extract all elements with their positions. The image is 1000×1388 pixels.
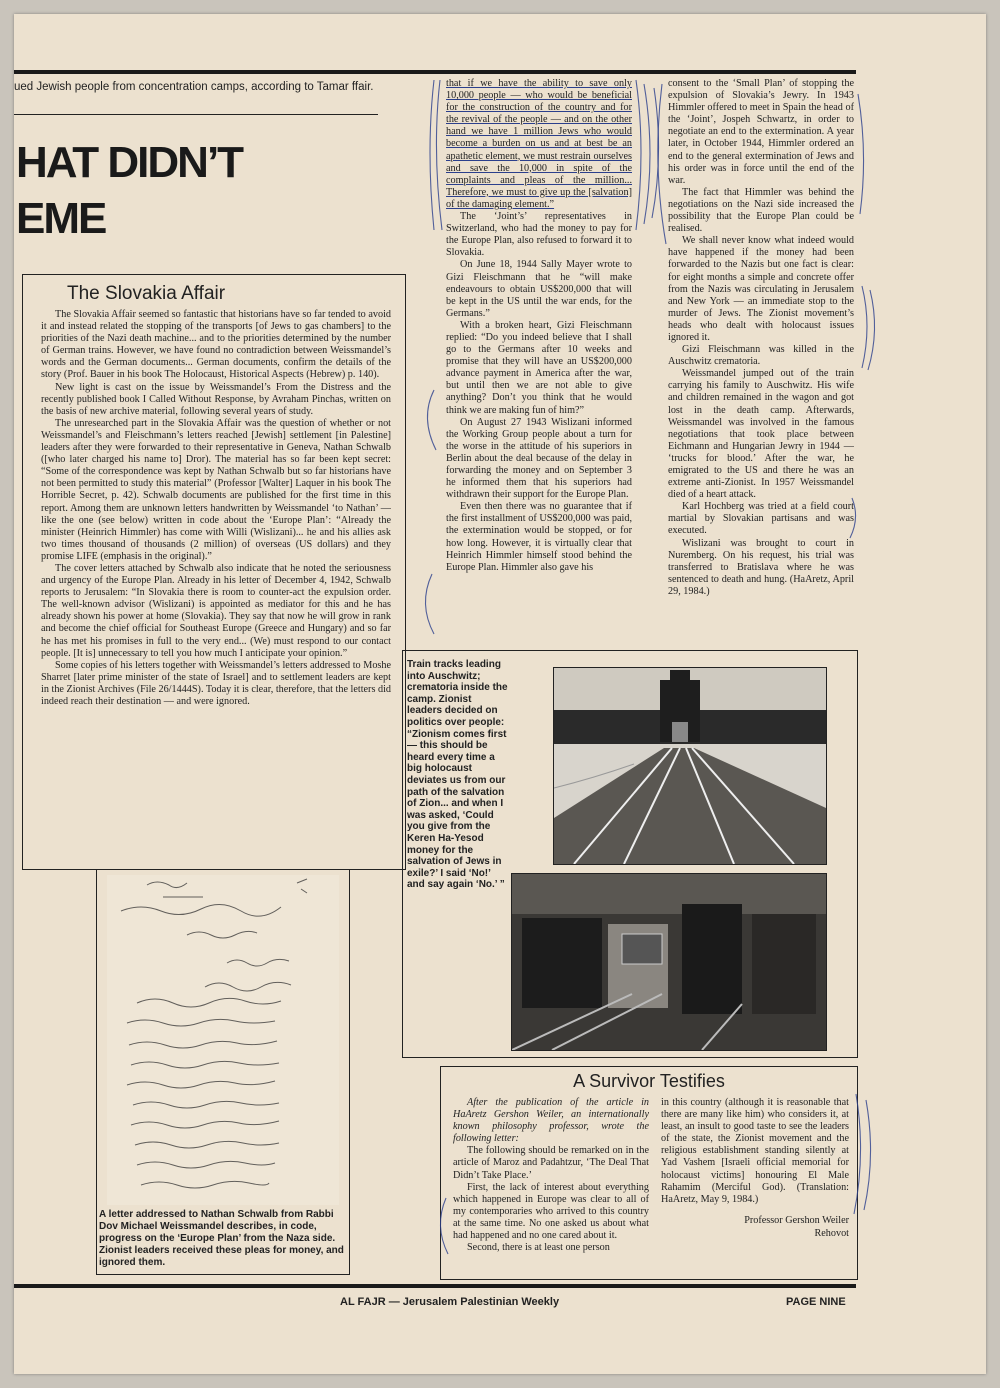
slovakia-affair-box <box>22 274 406 870</box>
article-column-2 <box>446 78 632 574</box>
survivor-para: The following should be remarked on in the article of Maroz and Padahtzur, ‘The Deal That Didn’t Take Place.’ <box>453 1145 649 1181</box>
slovakia-body <box>41 309 391 708</box>
headline-line-2: EME <box>16 194 106 243</box>
handwritten-letter-image <box>107 875 339 1205</box>
survivor-intro: After the publication of the article in HaAretz Gershon Weiler, an internationally known philosophy professor, wrote the following letter: <box>453 1097 649 1145</box>
survivor-para: in this country (although it is reasonable that there are many like him) who considers it, at least, an insult to good taste to see the leaders of the state, the Zionist movement and the religious establishment standing silently at Yad Vashem [Israeli official memorial for holocaust victims] honouring El Male Rahamim (Merciful God). (Translation: HaAretz, May 9, 1984.) <box>661 1097 849 1205</box>
col2-para: On June 18, 1944 Sally Mayer wrote to Gizi Fleischmann that he “will make endeavours to obtain US$200,000 that will be kept in the US until the war ends, for the Germans.” <box>446 259 632 319</box>
photo-caption-text: Train tracks leading into Auschwitz; crematoria inside the camp. Zionist leaders decided on politics over people: “Zionism comes first — this should be heard every time a big holocaust deviates us from our path of the salvation of Zion... and when I was asked, ‘Could you give from the Keren Ha-Yesod money for the salvation of Jews in exile?’ I said ‘No!’ and say again ‘No.’ ” <box>407 659 508 891</box>
slovakia-para: Some copies of his letters together with Weissmandel’s letters addressed to Moshe Sharret [later prime minister of the state of Israel] and to settlement leaders are kept in the Zionist Archives (File 26/1444S). Today it is clear, therefore, that the letters did indeed reach their destination — and were ignored. <box>41 659 391 707</box>
headline-line-1: HAT DIDN’T <box>16 138 243 187</box>
col3-para: Karl Hochberg was tried at a field court martial by Slovakian partisans and was executed. <box>668 501 854 537</box>
col3-para: We shall never know what indeed would have happened if the money had been forwarded to the Nazis but one fact is clear: for eight months a simple and concrete offer from the Nazis was circulating in Jerusalem and New York — an immediate stop to the murder of Jews. The Zionist movement’s heads who dealt with holocaust issues ignored it. <box>668 235 854 343</box>
slovakia-para: The Slovakia Affair seemed so fantastic that historians have so far tended to avoid it and instead related the stopping of the transports [of Jews to gas chambers] to the priorities of the Nazi death machine... and to the priorities determined by the number of German trains. However, we have found no contradiction between Weissmandel’s words and the German documents... German documents, confirm the details of the story (Prof. Bauer in his book The Holocaust, Historical Aspects (Hebrew) p. 140). <box>41 309 391 381</box>
photo-crematoria <box>511 873 827 1051</box>
col3-para: The fact that Himmler was behind the negotiations on the Nazi side increased the possibility that the Europe Plan could be realised. <box>668 186 854 235</box>
top-caption: ued Jewish people from concentration camps, according to Tamar ffair. <box>14 81 374 93</box>
photo-caption <box>407 659 509 891</box>
col3-para: Weissmandel jumped out of the train carrying his family to Auschwitz. His wife and children remained in the wagon and got lost in the death camp. Afterwards, Weissmandel was involved in the famous negotiations that took place between Eichmann and Hungarian Jewry in 1944 — ‘trucks for blood.’ After the war, he emigrated to the US and there he was an extreme anti-Zionist. In 1957 Weissmandel died of a heart attack. <box>668 368 854 501</box>
survivor-testifies-box <box>440 1066 858 1280</box>
bottom-rule <box>14 1284 856 1288</box>
slovakia-title: The Slovakia Affair <box>67 283 226 304</box>
handwritten-letter-box <box>96 869 350 1275</box>
col2-para: The ‘Joint’s’ representatives in Switzerland, who had the money to pay for the Europe Plan, also refused to forward it to Slovakia. <box>446 211 632 259</box>
slovakia-para: The unresearched part in the Slovakia Affair was the question of whether or not Weissmandel’s and Fleischmann’s letters reached [Jewish] settlement [in Palestine] leaders after they were forwarded to their representative in Geneva, Nathan Schwalb ([who later charged his name to] Dror). The material has so far been kept secret: “Some of the correspondence was kept by Nathan Schwalb but so far historians have not been permitted to study this material” (Professor [Walter] Laquer in his book The Horrible Secret, p. 42). Schwalb documents are published for the first time in this report. Among them are unknown letters handwritten by Weissmandel ‘to Nathan’ — like the one (see below) written in code about the ‘Europe Plan’: “Already the minister (Heinrich Himmler) has come with Willi (Wislizani)... he and his allies ask two times thousand of thousands (2 million) of overseas (US dollars) and they promise LIFE (emphasis in the original).” <box>41 417 391 562</box>
footer-publication: AL FAJR — Jerusalem Palestinian Weekly <box>340 1296 560 1308</box>
top-rule <box>14 70 856 74</box>
slovakia-para: The cover letters attached by Schwalb also indicate that he noted the seriousness and urgency of the Europe Plan. Already in his letter of December 4, 1942, Schwalb reports to Jerusalem: “In Slovakia there is room to counter-act the expulsion order. The well-known advisor (Wislizani) is appointed as mediator for this and he has already shown his power at home (Slovakia). They say that now he will grow in rank and become the chief official for Southeast Europe (Greece and Hungary) and so far he has met his promises in full to the very end... (We) must respond to our contact people. [It is] unnecessary to tell you how much I anticipate your opinion.” <box>41 562 391 659</box>
col2-para: that if we have the ability to save only 10,000 people — who would be beneficial for the construction of the country and for the revival of the people — and on the other hand we have 1 million Jews who would become a burden on us and at best be an apathetic element, we must restrain ourselves and save the 10,000 in spite of the complaints and pleas of the million... Therefore, we must to give up the [salvation] of the damaging element.” <box>446 78 632 210</box>
col3-para: Wislizani was brought to court in Nuremberg. On his request, his trial was transferred to Bratislava where he was sentenced to death and hung. (HaAretz, April 29, 1984.) <box>668 537 854 597</box>
col2-para: Even then there was no guarantee that if the first installment of US$200,000 was paid, the extermination would be stopped, or for how long. However, it is virtually clear that Heinrich Himmler himself stood behind the Europe Plan. Himmler also gave his <box>446 501 632 573</box>
footer-page-number: PAGE NINE <box>786 1296 846 1308</box>
survivor-column-2 <box>661 1097 849 1240</box>
letter-caption: A letter addressed to Nathan Schwalb from Rabbi Dov Michael Weissmandel describes, in code, progress on the ‘Europe Plan’ from the Naza side. Zionist leaders received these pleas for money, and ignored them. <box>99 1209 344 1268</box>
article-column-3 <box>668 78 854 598</box>
survivor-title: A Survivor Testifies <box>573 1071 725 1091</box>
signature-place: Rehovot <box>814 1227 849 1239</box>
newspaper-page <box>14 14 986 1374</box>
caption-rule <box>14 114 378 115</box>
col3-para: Gizi Fleischmann was killed in the Auschwitz crematoria. <box>668 344 854 368</box>
col2-para: With a broken heart, Gizi Fleischmann replied: “Do you indeed believe that I shall go to the Germans after 10 weeks and promise that they will have an US$200,000 advance payment in America after the war, but until then we are not able to give anything? Don’t you think that he would think we are making fun of him?” <box>446 319 632 416</box>
survivor-para: First, the lack of interest about everything which happened in Europe was clear to all of my contemporaries who arrived to this country at the same time. No one asked us about what had happened and no one cared about it. <box>453 1181 649 1242</box>
slovakia-para: New light is cast on the issue by Weissmandel’s From the Distress and the recently published book I Called Without Response, by Avraham Pinchas, written on the basis of new archive material, following several years of study. <box>41 381 391 417</box>
photo-train-tracks <box>553 667 827 865</box>
signature <box>661 1214 849 1240</box>
survivor-column-1 <box>453 1097 649 1254</box>
col2-para: On August 27 1943 Wislizani informed the Working Group people about a turn for the worse in the attitude of his superiors in Berlin about the deal because of the delay in forwarding the money and on September 3 he informed them that his superiors had withdrawn their support for the Europe Plan. <box>446 416 632 501</box>
signature-name: Professor Gershon Weiler <box>744 1214 849 1226</box>
photo-box <box>402 650 858 1058</box>
survivor-para: Second, there is at least one person <box>467 1242 610 1254</box>
col3-para: consent to the ‘Small Plan’ of stopping the expulsion of Slovakia’s Jewry. In 1943 Himmler offered to meet in Spain the head of the ‘Joint’, Jospeh Schwartz, in order to negotiate an end to the extermination. A year later, in October 1944, Himmler ordered an end to the general extermination of Jews and his order was in force until the end of the war. <box>668 78 854 186</box>
